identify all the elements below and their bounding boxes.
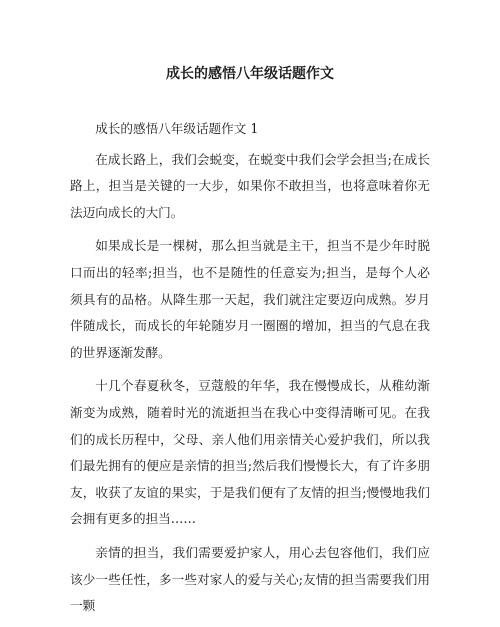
document-title: 成长的感悟八年级话题作文 — [166, 66, 334, 82]
paragraph-2: 如果成长是一棵树，那么担当就是主干，担当不是少年时脱口而出的轻率;担当，也不是随性的任意妄为;担当，是每个人必须具有的品格。从降生那一天起，我们就注定要迈向成熟。岁月伴随成长，而成长的年轮随岁月一圈圈的增加，担当的气息在我的世界逐渐发酵。 — [70, 238, 430, 360]
paragraph-4: 亲情的担当，我们需要爱护家人，用心去包容他们，我们应该少一些任性，多一些对家人的爱与关心;友情的担当需要我们用一颗 — [70, 544, 430, 614]
document-body — [70, 116, 430, 627]
essay-subtitle: 成长的感悟八年级话题作文 1 — [95, 121, 259, 136]
paragraph-3: 十几个春夏秋冬，豆蔻般的年华，我在慢慢成长，从稚幼渐渐变为成熟，随着时光的流逝担当在我心中变得清晰可见。在我们的成长历程中，父母、亲人他们用亲情关心爱护我们，所以我们最先拥有的便应是亲情的担当;然后我们慢慢长大，有了许多朋友，收获了友谊的果实，于是我们便有了友情的担当;慢慢地我们会拥有更多的担当…… — [70, 378, 430, 527]
paragraph-1: 在成长路上，我们会蜕变，在蜕变中我们会学会担当;在成长路上，担当是关键的一大步，如果你不敢担当，也将意味着你无法迈向成长的大门。 — [70, 151, 430, 220]
